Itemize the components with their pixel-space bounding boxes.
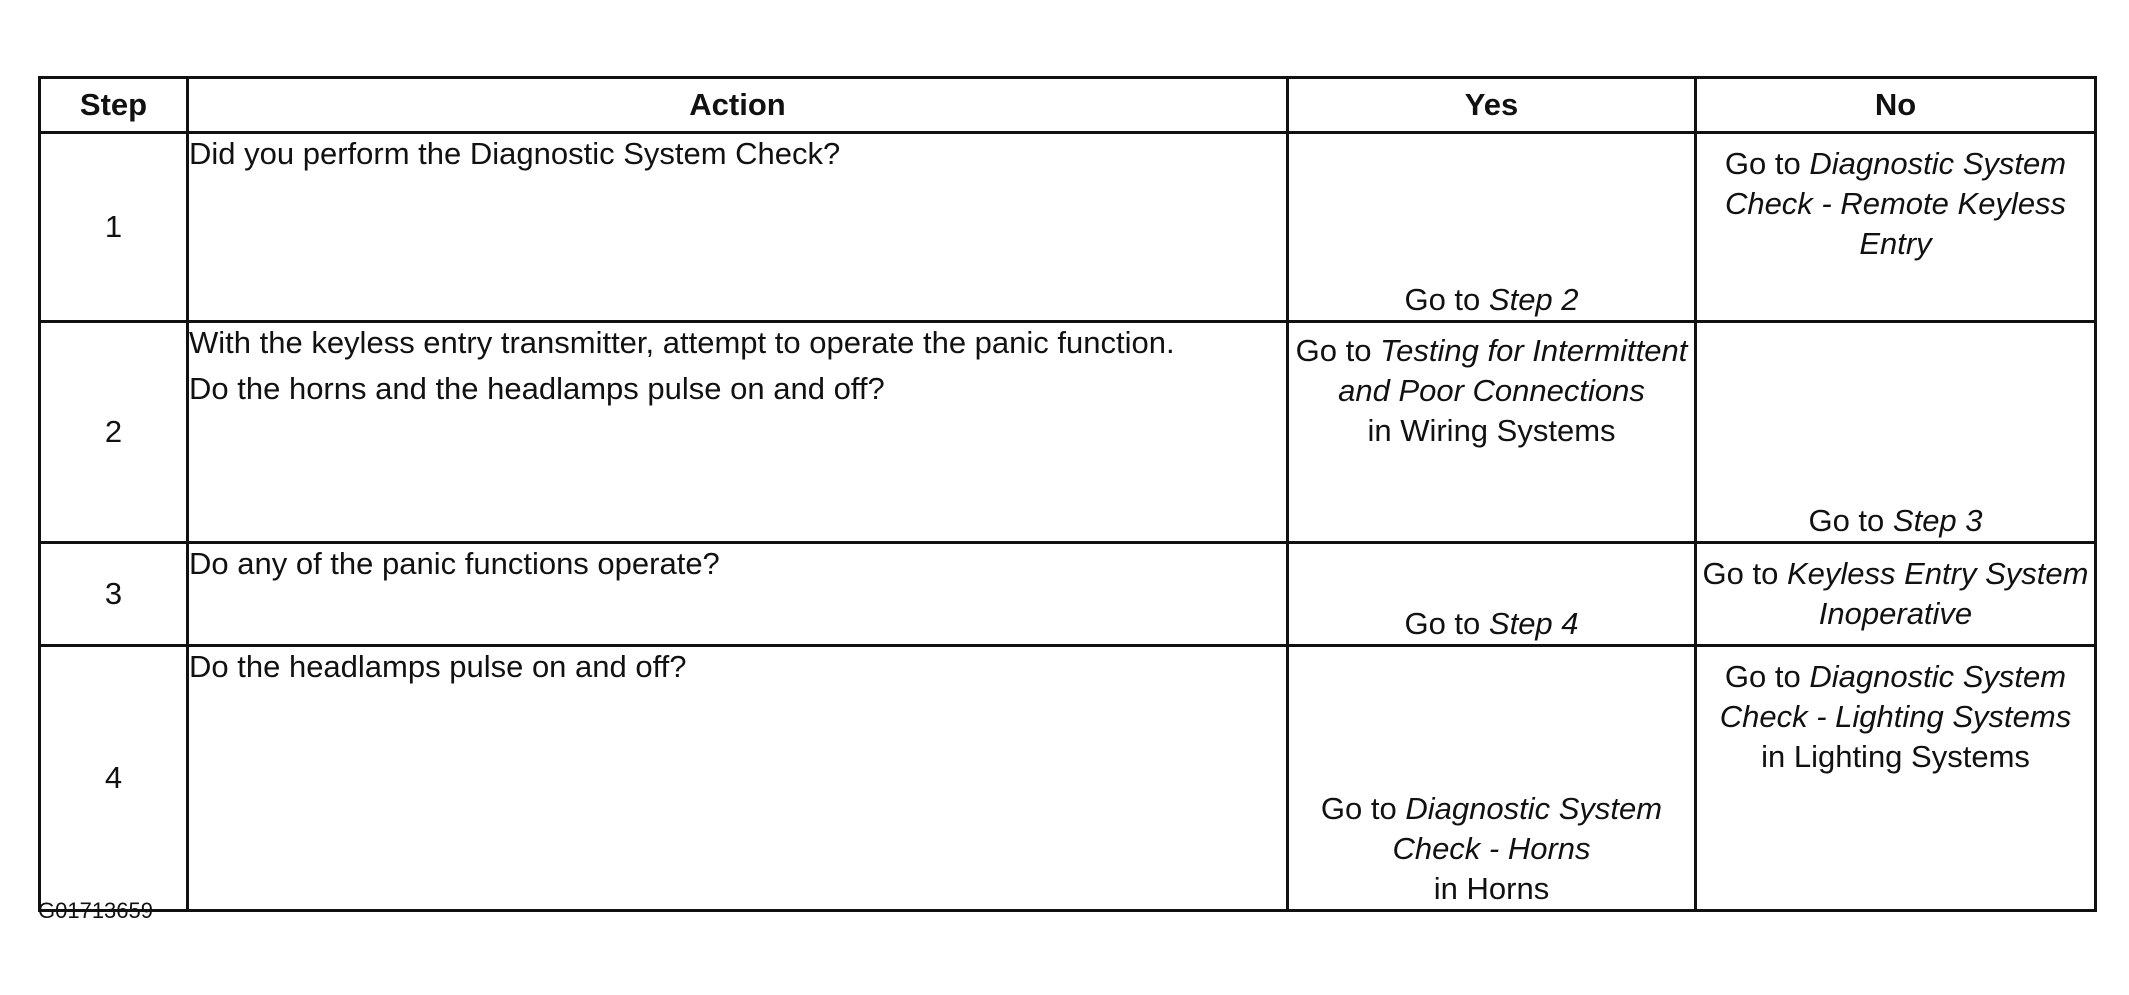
yes-suffix: in Horns (1433, 871, 1550, 906)
header-action: Action (188, 78, 1288, 133)
action-cell (188, 133, 1288, 322)
no-prefix: Go to (1808, 503, 1885, 538)
action-text: Do the headlamps pulse on and off? (189, 649, 687, 684)
no-cell (1696, 543, 2096, 646)
yes-cell (1288, 322, 1696, 543)
yes-prefix: Go to (1320, 791, 1397, 826)
table-row (40, 133, 2096, 322)
table-row (40, 646, 2096, 911)
no-reference-link[interactable]: Diagnostic System Check - Remote Keyless Entry (1724, 146, 2067, 261)
yes-cell (1288, 646, 1696, 911)
yes-reference-link[interactable]: Step 4 (1488, 606, 1579, 641)
table-row (40, 322, 2096, 543)
no-suffix: in Lighting Systems (1761, 739, 2030, 774)
action-cell (188, 543, 1288, 646)
step-number: 2 (40, 322, 188, 543)
action-text: With the keyless entry transmitter, attempt to operate the panic function. (189, 325, 1175, 360)
no-reference-link[interactable]: Step 3 (1892, 503, 1983, 538)
table-header-row (40, 78, 2096, 133)
yes-cell (1288, 133, 1696, 322)
no-prefix: Go to (1724, 146, 1801, 181)
action-question: Do the horns and the headlamps pulse on and off? (189, 371, 885, 406)
header-no: No (1696, 78, 2096, 133)
no-reference-link[interactable]: Diagnostic System Check - Lighting Systems (1719, 659, 2072, 734)
action-text: Do any of the panic functions operate? (189, 546, 720, 581)
header-step: Step (40, 78, 188, 133)
yes-reference-link[interactable]: Step 2 (1488, 282, 1579, 317)
action-cell (188, 646, 1288, 911)
action-text: Did you perform the Diagnostic System Check? (189, 136, 841, 171)
no-reference-link[interactable]: Keyless Entry System Inoperative (1786, 556, 2089, 631)
step-number: 3 (40, 543, 188, 646)
yes-prefix: Go to (1404, 606, 1481, 641)
no-cell (1696, 133, 2096, 322)
yes-reference-link[interactable]: Diagnostic System Check - Horns (1392, 791, 1663, 866)
yes-prefix: Go to (1295, 333, 1372, 368)
step-number: 4 (40, 646, 188, 911)
yes-prefix: Go to (1404, 282, 1481, 317)
yes-suffix: in Wiring Systems (1367, 413, 1616, 448)
action-cell (188, 322, 1288, 543)
yes-cell (1288, 543, 1696, 646)
diagnostic-table (38, 76, 2097, 912)
no-cell (1696, 322, 2096, 543)
no-prefix: Go to (1724, 659, 1801, 694)
table-row (40, 543, 2096, 646)
no-prefix: Go to (1702, 556, 1779, 591)
figure-id: G01713659 (38, 898, 153, 923)
yes-reference-link[interactable]: Testing for Intermittent and Poor Connections (1338, 333, 1688, 408)
step-number: 1 (40, 133, 188, 322)
no-cell (1696, 646, 2096, 911)
header-yes: Yes (1288, 78, 1696, 133)
